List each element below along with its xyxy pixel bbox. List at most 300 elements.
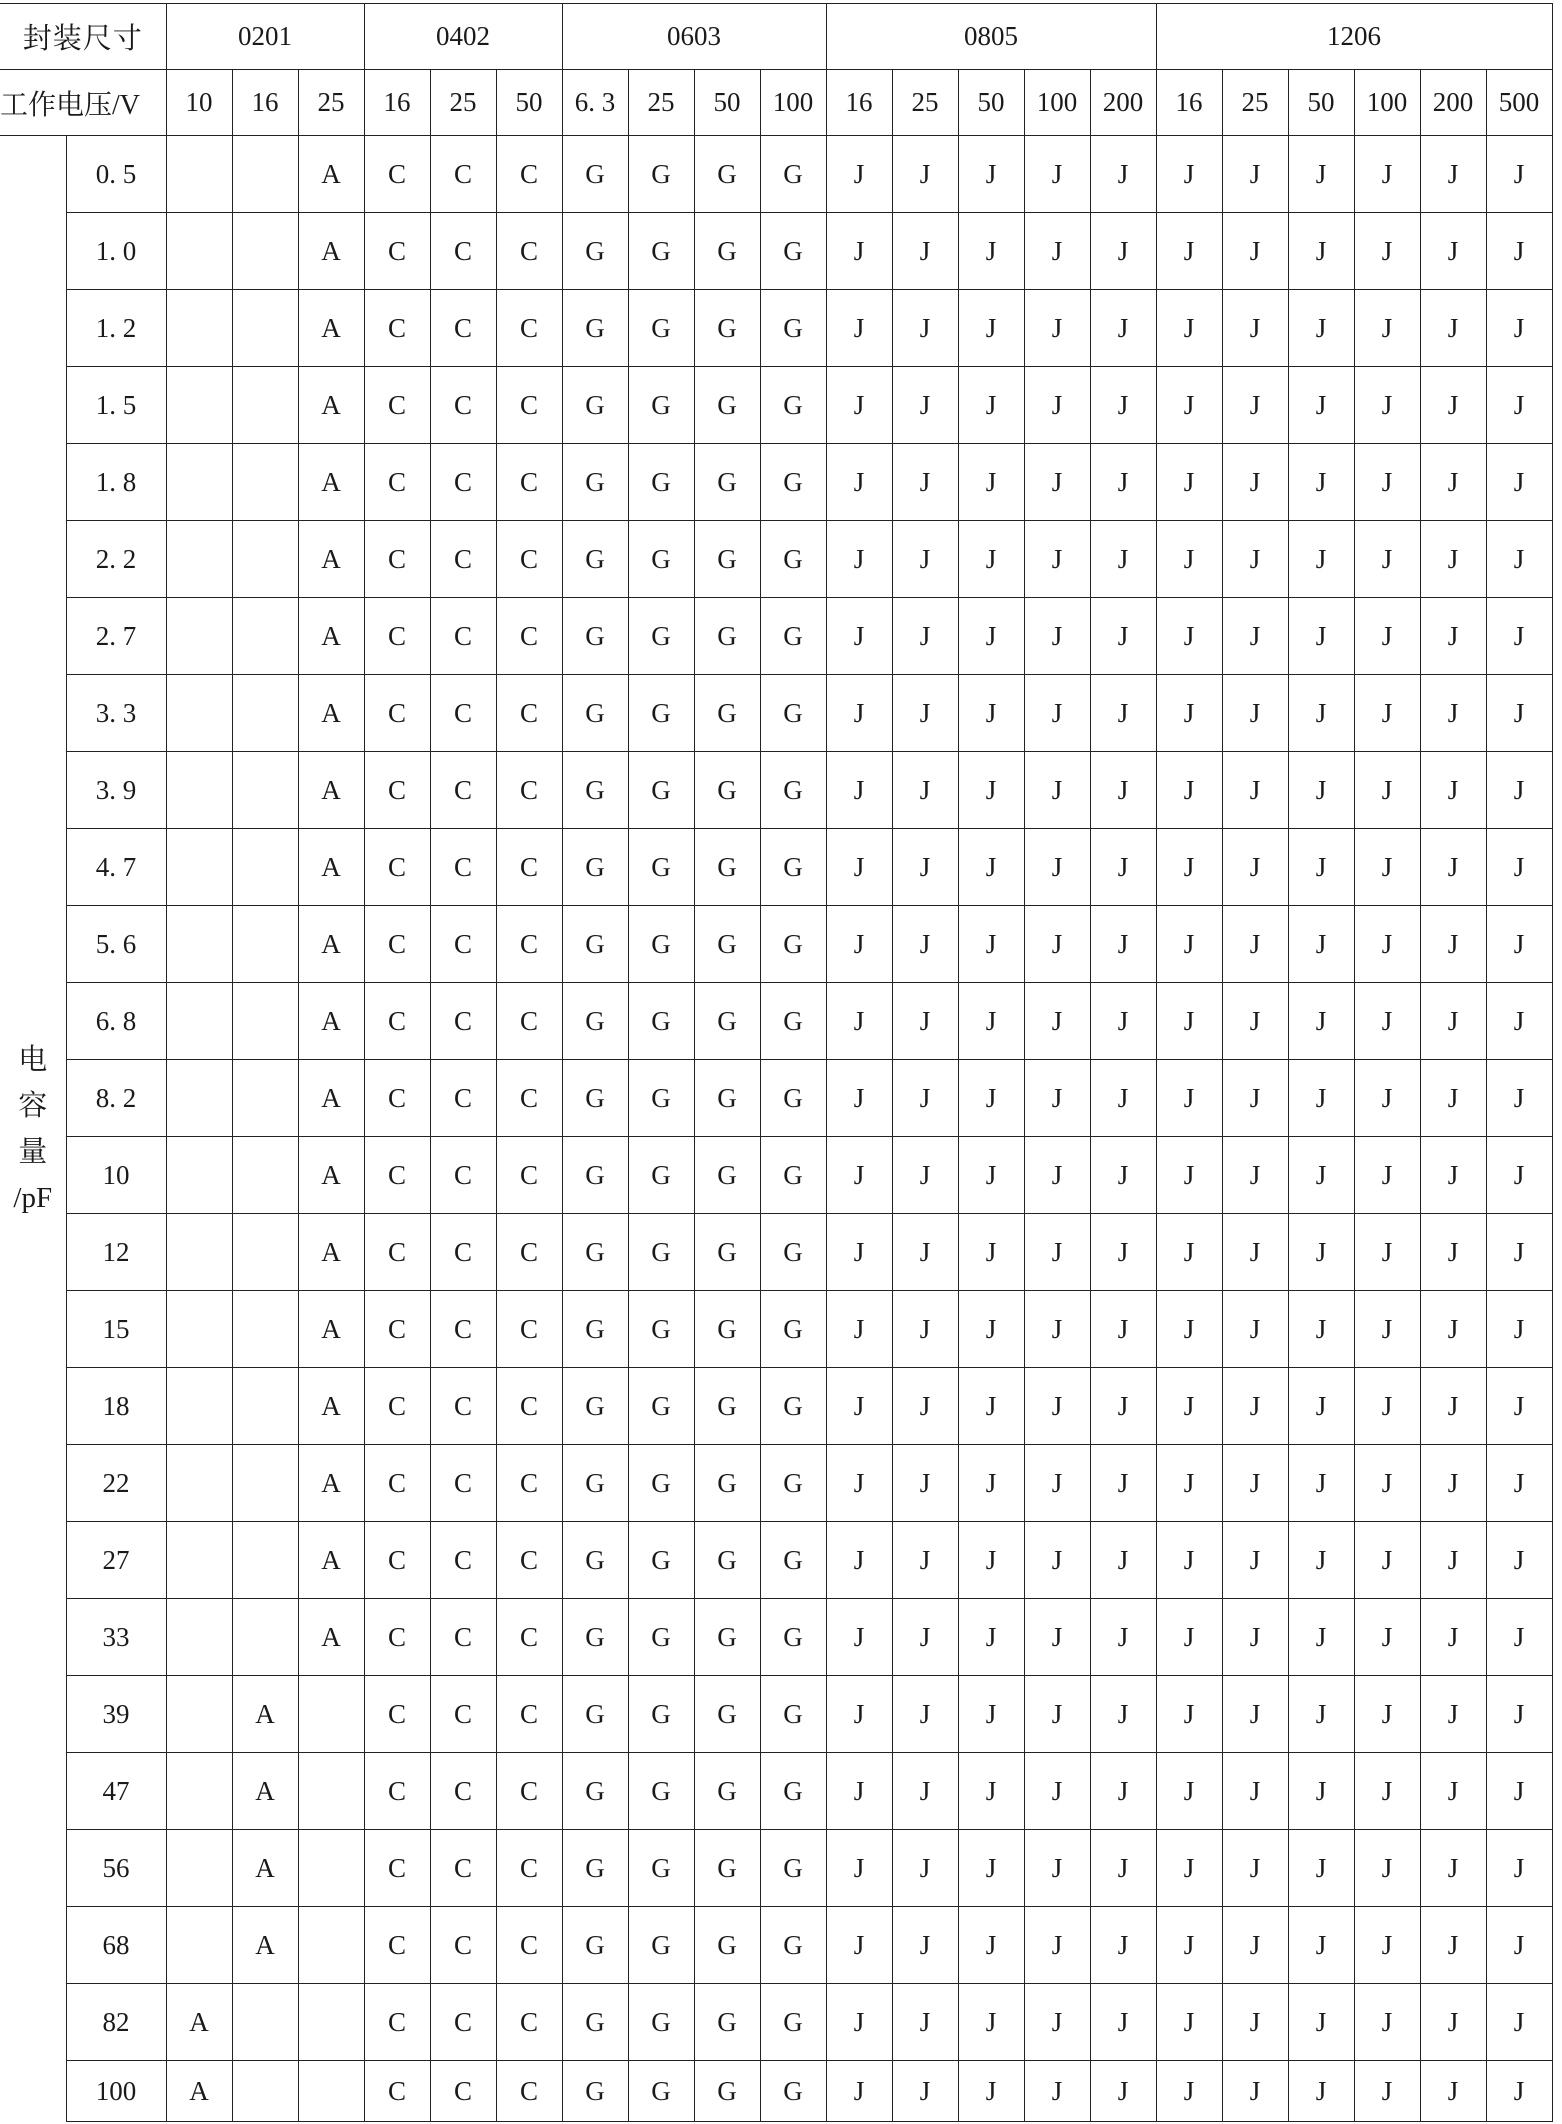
- table-cell: C: [430, 1137, 496, 1214]
- table-cell: J: [958, 213, 1024, 290]
- table-cell: A: [298, 675, 364, 752]
- table-cell: J: [1420, 1907, 1486, 1984]
- table-cell: J: [958, 444, 1024, 521]
- table-cell: G: [628, 367, 694, 444]
- table-cell: A: [232, 1907, 298, 1984]
- table-cell: C: [496, 136, 562, 213]
- table-cell: G: [694, 598, 760, 675]
- table-cell: J: [1486, 1753, 1552, 1830]
- table-cell: G: [628, 983, 694, 1060]
- table-cell: G: [694, 1214, 760, 1291]
- table-cell: J: [1156, 598, 1222, 675]
- table-cell: J: [826, 1753, 892, 1830]
- table-cell: J: [1420, 752, 1486, 829]
- table-cell: G: [760, 290, 826, 367]
- table-cell: G: [562, 829, 628, 906]
- table-cell: J: [1222, 213, 1288, 290]
- table-cell: J: [1486, 367, 1552, 444]
- table-cell: G: [760, 1599, 826, 1676]
- table-cell: G: [694, 1907, 760, 1984]
- table-cell: J: [826, 1522, 892, 1599]
- voltage-header-cell: 25: [298, 70, 364, 136]
- table-cell: C: [430, 213, 496, 290]
- capacitance-value: 47: [66, 1753, 166, 1830]
- table-cell: J: [1222, 1753, 1288, 1830]
- table-cell: J: [892, 1522, 958, 1599]
- table-cell: G: [760, 2061, 826, 2122]
- table-cell: C: [364, 1907, 430, 1984]
- table-cell: J: [1288, 1214, 1354, 1291]
- table-cell: C: [496, 1676, 562, 1753]
- table-cell: G: [562, 136, 628, 213]
- table-cell: J: [826, 1291, 892, 1368]
- table-cell: G: [628, 1291, 694, 1368]
- table-cell: J: [1354, 829, 1420, 906]
- table-cell: J: [958, 829, 1024, 906]
- table-cell: C: [364, 1984, 430, 2061]
- capacitance-value: 56: [66, 1830, 166, 1907]
- table-cell: J: [1090, 1907, 1156, 1984]
- table-cell: [232, 906, 298, 983]
- table-cell: J: [1156, 1368, 1222, 1445]
- table-cell: G: [562, 1291, 628, 1368]
- table-cell: [166, 1214, 232, 1291]
- table-cell: J: [1156, 1214, 1222, 1291]
- table-cell: J: [1288, 1599, 1354, 1676]
- table-cell: J: [1090, 675, 1156, 752]
- table-cell: J: [1090, 1676, 1156, 1753]
- table-cell: C: [430, 2061, 496, 2122]
- table-cell: J: [892, 444, 958, 521]
- table-cell: G: [562, 1984, 628, 2061]
- table-cell: C: [364, 983, 430, 1060]
- table-cell: J: [826, 675, 892, 752]
- capacitance-value: 5. 6: [66, 906, 166, 983]
- table-cell: [166, 675, 232, 752]
- table-cell: G: [694, 752, 760, 829]
- table-cell: G: [562, 1214, 628, 1291]
- table-cell: J: [958, 521, 1024, 598]
- table-cell: C: [430, 521, 496, 598]
- table-cell: J: [1354, 1137, 1420, 1214]
- table-cell: J: [1156, 1522, 1222, 1599]
- table-cell: [298, 1753, 364, 1830]
- table-cell: J: [892, 1830, 958, 1907]
- table-cell: G: [628, 1214, 694, 1291]
- table-cell: J: [1354, 983, 1420, 1060]
- table-cell: J: [1222, 1676, 1288, 1753]
- table-cell: J: [826, 213, 892, 290]
- table-cell: J: [1420, 906, 1486, 983]
- table-row: [0, 1214, 1552, 1291]
- table-row: [0, 2061, 1552, 2122]
- table-cell: J: [1420, 367, 1486, 444]
- table-row: [0, 1830, 1552, 1907]
- table-cell: J: [1486, 1676, 1552, 1753]
- voltage-header-row: [0, 70, 1552, 136]
- table-cell: G: [694, 521, 760, 598]
- table-cell: J: [1288, 521, 1354, 598]
- table-cell: C: [496, 290, 562, 367]
- table-cell: J: [1222, 1907, 1288, 1984]
- capacitance-value: 12: [66, 1214, 166, 1291]
- table-cell: J: [892, 213, 958, 290]
- table-cell: G: [760, 1368, 826, 1445]
- table-cell: [166, 367, 232, 444]
- voltage-header-cell: 16: [1156, 70, 1222, 136]
- capacitance-value: 3. 9: [66, 752, 166, 829]
- table-cell: J: [892, 1445, 958, 1522]
- table-cell: J: [1024, 2061, 1090, 2122]
- table-cell: J: [1222, 521, 1288, 598]
- table-cell: J: [892, 598, 958, 675]
- table-cell: C: [364, 444, 430, 521]
- table-cell: A: [298, 1291, 364, 1368]
- table-cell: J: [1420, 1214, 1486, 1291]
- table-cell: [232, 521, 298, 598]
- capacitance-value: 1. 5: [66, 367, 166, 444]
- table-cell: G: [694, 1368, 760, 1445]
- table-cell: J: [1354, 1368, 1420, 1445]
- table-cell: G: [628, 1830, 694, 1907]
- voltage-header-cell: 50: [496, 70, 562, 136]
- table-cell: G: [628, 1599, 694, 1676]
- capacitance-label-part: /pF: [13, 1181, 53, 1214]
- capacitance-value: 0. 5: [66, 136, 166, 213]
- table-cell: J: [1222, 829, 1288, 906]
- voltage-header-cell: 50: [694, 70, 760, 136]
- table-cell: [232, 290, 298, 367]
- table-cell: [166, 1830, 232, 1907]
- table-cell: J: [892, 1907, 958, 1984]
- capacitance-value: 2. 2: [66, 521, 166, 598]
- table-cell: C: [364, 1830, 430, 1907]
- package-0603: 0603: [562, 4, 826, 70]
- table-cell: G: [694, 1522, 760, 1599]
- table-row: [0, 598, 1552, 675]
- voltage-header-cell: 25: [430, 70, 496, 136]
- table-cell: J: [892, 1984, 958, 2061]
- table-cell: G: [694, 444, 760, 521]
- table-cell: J: [892, 1368, 958, 1445]
- table-cell: G: [760, 752, 826, 829]
- capacitance-label-part: 量: [18, 1135, 48, 1168]
- table-cell: J: [1288, 1137, 1354, 1214]
- table-cell: G: [760, 213, 826, 290]
- table-cell: G: [628, 2061, 694, 2122]
- table-cell: J: [1420, 521, 1486, 598]
- table-cell: [232, 675, 298, 752]
- table-cell: G: [628, 598, 694, 675]
- table-cell: [232, 1599, 298, 1676]
- table-cell: J: [1090, 521, 1156, 598]
- table-cell: C: [496, 367, 562, 444]
- table-cell: G: [694, 1599, 760, 1676]
- table-cell: J: [826, 906, 892, 983]
- table-cell: G: [562, 1368, 628, 1445]
- table-cell: A: [232, 1753, 298, 1830]
- table-cell: J: [892, 1060, 958, 1137]
- table-cell: J: [1354, 290, 1420, 367]
- table-cell: J: [958, 290, 1024, 367]
- table-cell: J: [892, 983, 958, 1060]
- table-cell: [166, 136, 232, 213]
- table-cell: J: [826, 290, 892, 367]
- table-cell: J: [826, 521, 892, 598]
- table-cell: J: [1420, 1291, 1486, 1368]
- table-row: [0, 521, 1552, 598]
- table-cell: C: [364, 1599, 430, 1676]
- voltage-header-cell: 16: [232, 70, 298, 136]
- capacitance-value: 82: [66, 1984, 166, 2061]
- table-cell: J: [1156, 1060, 1222, 1137]
- working-voltage-label: 工作电压/V: [0, 70, 166, 136]
- table-cell: G: [562, 1753, 628, 1830]
- table-cell: J: [1156, 521, 1222, 598]
- table-cell: J: [958, 1984, 1024, 2061]
- table-cell: C: [430, 1676, 496, 1753]
- table-cell: G: [628, 906, 694, 983]
- voltage-header-cell: 500: [1486, 70, 1552, 136]
- table-cell: [166, 1522, 232, 1599]
- table-cell: J: [1090, 598, 1156, 675]
- table-cell: J: [1288, 290, 1354, 367]
- table-row: [0, 1291, 1552, 1368]
- capacitance-label-part: 电: [18, 1043, 48, 1076]
- table-cell: J: [1420, 213, 1486, 290]
- voltage-header-cell: 25: [1222, 70, 1288, 136]
- table-cell: C: [364, 367, 430, 444]
- table-cell: C: [496, 752, 562, 829]
- table-cell: [166, 1907, 232, 1984]
- table-row: [0, 829, 1552, 906]
- table-cell: G: [562, 521, 628, 598]
- table-cell: A: [298, 367, 364, 444]
- table-cell: J: [826, 1676, 892, 1753]
- table-cell: G: [628, 675, 694, 752]
- table-cell: J: [892, 1753, 958, 1830]
- table-cell: J: [1420, 1060, 1486, 1137]
- table-cell: J: [1222, 1522, 1288, 1599]
- table-cell: G: [760, 983, 826, 1060]
- table-cell: C: [364, 136, 430, 213]
- table-cell: G: [562, 1830, 628, 1907]
- table-cell: J: [1486, 1984, 1552, 2061]
- table-row: [0, 290, 1552, 367]
- table-cell: J: [1156, 444, 1222, 521]
- table-cell: C: [496, 1599, 562, 1676]
- table-cell: J: [1024, 1445, 1090, 1522]
- table-cell: J: [826, 1445, 892, 1522]
- table-cell: J: [1354, 1984, 1420, 2061]
- table-cell: J: [1024, 1599, 1090, 1676]
- table-cell: J: [958, 675, 1024, 752]
- table-row: [0, 1599, 1552, 1676]
- table-cell: G: [628, 1753, 694, 1830]
- table-cell: G: [694, 1137, 760, 1214]
- table-cell: C: [430, 290, 496, 367]
- table-cell: J: [1354, 1753, 1420, 1830]
- table-cell: G: [694, 213, 760, 290]
- table-cell: C: [430, 367, 496, 444]
- table-cell: J: [1354, 213, 1420, 290]
- capacitance-value: 1. 8: [66, 444, 166, 521]
- table-cell: G: [628, 444, 694, 521]
- table-cell: J: [1090, 290, 1156, 367]
- table-cell: A: [298, 829, 364, 906]
- table-cell: J: [958, 1137, 1024, 1214]
- table-cell: J: [958, 752, 1024, 829]
- table-cell: J: [1420, 1368, 1486, 1445]
- table-cell: J: [1486, 598, 1552, 675]
- table-cell: J: [1090, 1214, 1156, 1291]
- table-cell: C: [364, 1137, 430, 1214]
- table-cell: [232, 213, 298, 290]
- table-cell: J: [1222, 1599, 1288, 1676]
- table-cell: J: [826, 983, 892, 1060]
- table-cell: A: [298, 1522, 364, 1599]
- table-cell: J: [826, 1214, 892, 1291]
- table-row: [0, 1445, 1552, 1522]
- table-cell: G: [562, 675, 628, 752]
- table-cell: A: [298, 906, 364, 983]
- table-cell: J: [826, 1368, 892, 1445]
- table-cell: J: [1486, 906, 1552, 983]
- table-cell: [166, 1368, 232, 1445]
- table-row: [0, 1522, 1552, 1599]
- capacitance-value: 6. 8: [66, 983, 166, 1060]
- table-cell: J: [1420, 1137, 1486, 1214]
- table-cell: J: [1486, 1445, 1552, 1522]
- table-cell: A: [166, 2061, 232, 2122]
- table-cell: C: [430, 1522, 496, 1599]
- capacitance-value: 33: [66, 1599, 166, 1676]
- table-row: [0, 675, 1552, 752]
- table-cell: A: [298, 1368, 364, 1445]
- table-cell: J: [892, 829, 958, 906]
- capacitance-value: 22: [66, 1445, 166, 1522]
- table-cell: J: [1420, 1522, 1486, 1599]
- table-cell: J: [1354, 1060, 1420, 1137]
- table-cell: J: [1288, 213, 1354, 290]
- table-cell: C: [496, 1753, 562, 1830]
- table-cell: J: [892, 1137, 958, 1214]
- table-cell: J: [826, 1060, 892, 1137]
- table-cell: J: [1222, 1445, 1288, 1522]
- table-cell: J: [892, 1676, 958, 1753]
- table-cell: J: [1420, 675, 1486, 752]
- table-cell: C: [496, 1522, 562, 1599]
- table-cell: C: [364, 2061, 430, 2122]
- voltage-header-cell: 100: [1354, 70, 1420, 136]
- table-cell: G: [562, 444, 628, 521]
- table-cell: [166, 1291, 232, 1368]
- table-cell: G: [694, 290, 760, 367]
- table-cell: J: [1024, 752, 1090, 829]
- table-row: [0, 136, 1552, 213]
- table-row: [0, 213, 1552, 290]
- table-cell: J: [1486, 444, 1552, 521]
- table-cell: C: [496, 2061, 562, 2122]
- table-cell: A: [298, 444, 364, 521]
- table-cell: [166, 1445, 232, 1522]
- table-cell: [232, 136, 298, 213]
- voltage-header-cell: 25: [892, 70, 958, 136]
- table-cell: [232, 444, 298, 521]
- table-cell: J: [1354, 2061, 1420, 2122]
- table-cell: G: [562, 1599, 628, 1676]
- table-cell: J: [1354, 906, 1420, 983]
- table-cell: J: [1156, 290, 1222, 367]
- capacitance-label-part: 容: [18, 1089, 48, 1122]
- table-cell: J: [1090, 1291, 1156, 1368]
- table-cell: J: [1222, 1830, 1288, 1907]
- table-cell: J: [1024, 1907, 1090, 1984]
- table-cell: J: [1024, 136, 1090, 213]
- capacitance-label: [0, 136, 66, 2122]
- table-cell: C: [364, 521, 430, 598]
- table-cell: G: [694, 1291, 760, 1368]
- voltage-header-cell: 50: [1288, 70, 1354, 136]
- table-cell: C: [496, 521, 562, 598]
- table-cell: [232, 1445, 298, 1522]
- table-cell: J: [1288, 983, 1354, 1060]
- table-cell: G: [694, 367, 760, 444]
- table-cell: G: [562, 1522, 628, 1599]
- table-cell: J: [1486, 1291, 1552, 1368]
- table-cell: J: [1222, 290, 1288, 367]
- voltage-header-cell: 6. 3: [562, 70, 628, 136]
- table-cell: C: [430, 1830, 496, 1907]
- table-cell: J: [1222, 1368, 1288, 1445]
- table-cell: J: [1090, 1137, 1156, 1214]
- table-cell: C: [430, 444, 496, 521]
- table-cell: G: [562, 2061, 628, 2122]
- table-cell: G: [628, 213, 694, 290]
- table-cell: J: [1486, 675, 1552, 752]
- capacitance-value: 68: [66, 1907, 166, 1984]
- table-cell: C: [496, 1445, 562, 1522]
- table-cell: J: [1486, 1907, 1552, 1984]
- table-cell: A: [232, 1676, 298, 1753]
- capacitance-value: 3. 3: [66, 675, 166, 752]
- table-cell: [166, 598, 232, 675]
- table-cell: A: [298, 1599, 364, 1676]
- table-cell: C: [430, 598, 496, 675]
- table-cell: C: [364, 1368, 430, 1445]
- table-cell: J: [1090, 213, 1156, 290]
- table-cell: J: [892, 1599, 958, 1676]
- voltage-header-cell: 25: [628, 70, 694, 136]
- table-cell: J: [826, 598, 892, 675]
- table-cell: J: [1420, 1599, 1486, 1676]
- table-cell: J: [1354, 1676, 1420, 1753]
- table-cell: J: [1288, 444, 1354, 521]
- table-cell: J: [1486, 213, 1552, 290]
- table-row: [0, 444, 1552, 521]
- table-cell: [298, 2061, 364, 2122]
- table-cell: G: [628, 1522, 694, 1599]
- table-cell: J: [1420, 1445, 1486, 1522]
- table-cell: [166, 521, 232, 598]
- capacitance-value: 100: [66, 2061, 166, 2122]
- table-cell: [166, 1753, 232, 1830]
- table-cell: A: [298, 983, 364, 1060]
- table-cell: J: [1288, 906, 1354, 983]
- table-cell: J: [1354, 1830, 1420, 1907]
- table-cell: C: [430, 1753, 496, 1830]
- table-cell: C: [496, 1214, 562, 1291]
